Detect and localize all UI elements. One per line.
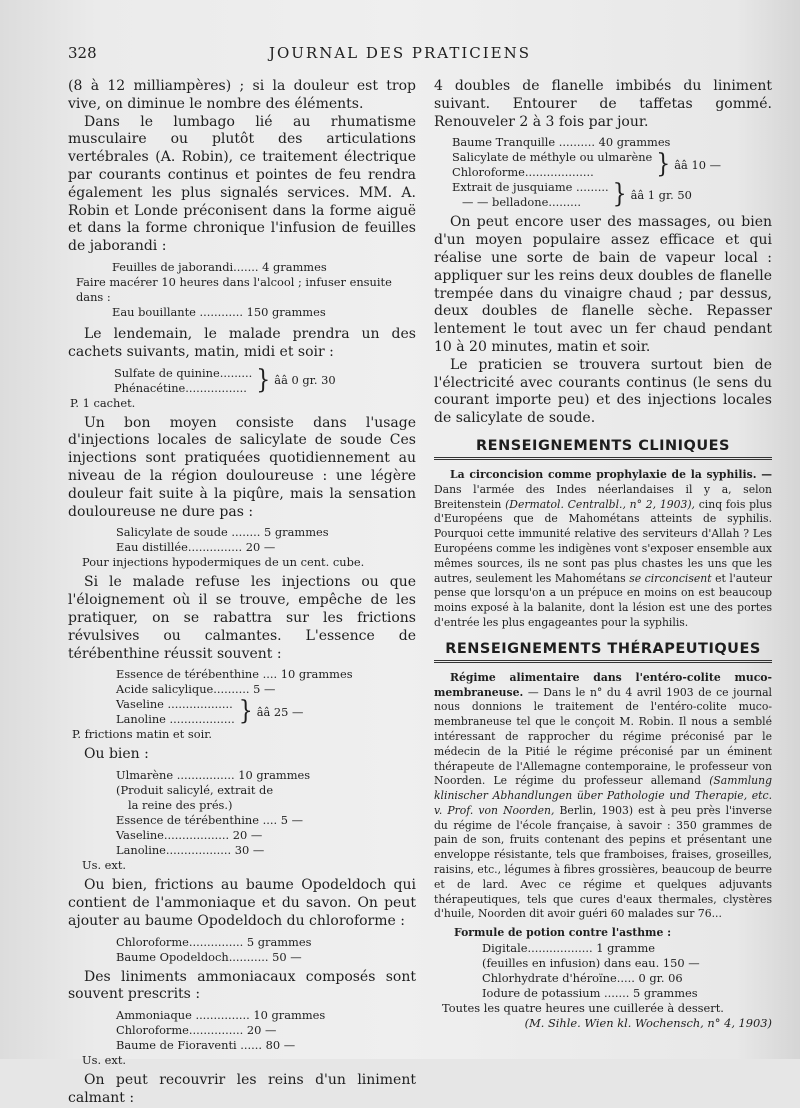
rx-note: Us. ext. — [82, 858, 127, 873]
rx-note: Toutes les quatre heures une cuillerée à dessert. — [442, 1001, 724, 1016]
page-number: 328 — [68, 44, 97, 62]
brace: } — [256, 364, 271, 395]
paragraph: (8 à 12 milliampères) ; si la douleur est trop vive, on diminue le nombre des éléments. — [68, 78, 416, 112]
rx-line: Essence de térébenthine .... 5 — — [116, 813, 303, 828]
citation: (Sammlung klinischer Abhandlungen über Pathologie und Therapie, etc. v. Prof. von Noorden, — [434, 774, 772, 817]
brace: } — [656, 149, 671, 180]
rx-line: Chloroforme............... 20 — — [116, 1023, 277, 1038]
rx-line: — — belladone......... — [462, 195, 581, 210]
paragraph: Ou bien : — [84, 746, 149, 763]
rx-note: Us. ext. — [82, 1053, 127, 1068]
rx-line: (Produit salicylé, extrait de — [116, 783, 274, 798]
paragraph: Le lendemain, le malade prendra un des cachets suivants, matin, midi et soir : — [68, 325, 416, 360]
article-title: Formule de potion contre l'asthme : — [454, 926, 672, 940]
prescription — [68, 935, 416, 965]
paragraph: Ou bien, frictions au baume Opodeldoch qui contient de l'ammoniaque et du savon. On peut ajouter au baume Opodeldoch du chloroforme : — [68, 877, 416, 929]
rx-line: Eau distillée............... 20 — — [116, 540, 276, 555]
text-span: — Dans le n° du 4 avril 1903 de ce journal nous donnions le traitement de l'entéro-colite muco-membraneuse tel que le conçoit M. Robin. Il nous a semblé intéressant de rapprocher du régime préconisé par le médecin de la Pitié le régime préconisé par un éminent thérapeute de l'Allemagne contemporaine, le professeur von Noorden. Le régime du professeur allemand — [434, 685, 772, 788]
text-span: et l'auteur pense que lorsqu'on a un prépuce en moins on est beaucoup moins exposé à la balanite, dont la lésion est une des portes d'entrée les plus engageantes pour la syphilis. — [434, 571, 772, 629]
rx-line: Baume Tranquille .......... 40 grammes — [452, 135, 671, 150]
prescription — [68, 1008, 416, 1053]
rx-line: Chlorhydrate d'héroïne..... 0 gr. 06 — [482, 971, 683, 986]
rx-line: Vaseline.................. 20 — — [116, 828, 263, 843]
rx-line: la reine des prés.) — [128, 798, 233, 813]
rx-line: Eau bouillante ............ 150 grammes — [112, 304, 326, 319]
rx-line: Ammoniaque ............... 10 grammes — [116, 1008, 326, 1023]
rx-line: Vaseline .................. — [116, 697, 233, 712]
rx-note: P. frictions matin et soir. — [72, 727, 213, 742]
paragraph: Si le malade refuse les injections ou que l'éloignement où il se trouve, empêche de les pratiquer, on se rabattra sur les frictions révulsives ou calmantes. L'essence de térébenthine réussit souvent : — [68, 574, 416, 662]
rx-line: Digitale.................. 1 gramme — [482, 941, 655, 956]
rx-line: Lanoline.................. 30 — — [116, 843, 265, 858]
rx-note: Pour injections hypodermiques de un cent. cube. — [82, 555, 365, 570]
brace: } — [612, 179, 627, 210]
text-span: Berlin, 1903) est à peu près l'inverse du régime de l'école française, à savoir : 350 grammes de pain de son, fruits contenant des pepins et présentant une enveloppe résistante, tels que framboises, fraises, groseilles, raisins, etc., légumes à fibres grossières, beaucoup de beurre et de lard. Avec ce régime et quelques adjuvants thérapeutiques, tels que cures d'eaux thermales, clystères d'huile, Noorden dit avoir guéri 60 malades sur 76... — [434, 803, 772, 921]
paragraph: Des liniments ammoniacaux composés sont souvent prescrits : — [68, 968, 416, 1003]
paragraph: 4 doubles de flanelle imbibés du liniment suivant. Entourer de taffetas gommé. Renouveler 2 à 3 fois par jour. — [434, 78, 772, 130]
rx-line: Salicylate de soude ........ 5 grammes — [116, 525, 329, 540]
paragraph: On peut recouvrir les reins d'un liniment calmant : — [68, 1072, 416, 1106]
prescription — [68, 768, 416, 858]
rx-line: Iodure de potassium ....... 5 grammes — [482, 986, 698, 1001]
rx-line: Salicylate de méthyle ou ulmarène — [452, 150, 653, 165]
article-title: Régime alimentaire dans l'entéro-colite muco-membraneuse. — [434, 670, 772, 699]
prescription — [68, 366, 416, 396]
rx-dose: ââ 0 gr. 30 — [274, 373, 336, 388]
rx-line: Lanoline .................. — [116, 712, 235, 727]
rx-note: P. 1 cachet. — [70, 395, 136, 410]
running-title: JOURNAL DES PRATICIENS — [268, 44, 532, 62]
left-column — [68, 78, 416, 1108]
right-column — [434, 78, 772, 1031]
rx-line: Baume Opodeldoch........... 50 — — [116, 949, 302, 964]
rx-line: Sulfate de quinine......... — [114, 365, 253, 380]
rx-line: Faire macérer 10 heures dans l'alcool ; infuser ensuite dans : — [76, 274, 392, 304]
rx-dose: ââ 1 gr. 50 — [630, 187, 692, 202]
paragraph: On peut encore user des massages, ou bien d'un moyen populaire assez efficace et qui réalise une sorte de bain de vapeur local : appliquer sur les reins deux doubles de flanelle trempée dans du vinaigre chaud ; par dessus, deux doubles de flanelle sèche. Repasser lentement le tout avec un fer chaud pendant 10 à 20 minutes, matin et soir. — [434, 214, 772, 355]
rx-dose: ââ 10 — — [674, 157, 721, 172]
text-span: Dans l'armée des Indes néerlandaises il y a, selon Breitenstein — [434, 482, 772, 511]
paragraph: Le praticien se trouvera surtout bien de l'électricité avec courants continus (le sens du courant importe peu) et des injections locales de salicylate de soude. — [434, 356, 772, 427]
paragraph: Dans le lumbago lié au rhumatisme musculaire ou plutôt des articulations vertébrales (A. Robin), ce traitement électrique par courants continus et pointes de feu rendra également les plus signalés services. MM. A. Robin et Londe préconisent dans la forme aiguë et dans la forme chronique l'infusion de feuilles de jaborandi : — [68, 113, 416, 255]
paragraph: Un bon moyen consiste dans l'usage d'injections locales de salicylate de soude Ces injections sont pratiquées quotidiennement au niveau de la région douloureuse : une légère douleur fait suite à la piqûre, mais la sensation douloureuse ne dure pas : — [68, 414, 416, 520]
prescription — [68, 667, 416, 727]
rx-line: Acide salicylique.......... 5 — — [116, 682, 276, 697]
therapeutic-note — [434, 671, 772, 923]
section-title-clinical: RENSEIGNEMENTS CLINIQUES — [434, 438, 772, 460]
section-title-therapeutic: RENSEIGNEMENTS THÉRAPEUTIQUES — [434, 641, 772, 663]
rx-line: Baume de Fioraventi ...... 80 — — [116, 1038, 296, 1053]
rx-line: Chloroforme................... — [452, 165, 594, 180]
citation: (M. Sihle. Wien kl. Wochensch, n° 4, 1903) — [524, 1016, 772, 1031]
clinical-note — [434, 468, 772, 631]
prescription — [68, 260, 416, 275]
citation: (Dermatol. Centralbl., n° 2, 1903), — [505, 497, 695, 511]
prescription — [68, 525, 416, 555]
rx-line: Phénacétine................. — [114, 380, 247, 395]
brace: } — [238, 696, 253, 727]
text-span: se circoncisent — [629, 571, 712, 585]
rx-line: (feuilles en infusion) dans eau. 150 — — [482, 956, 700, 971]
rx-line: Ulmarène ................ 10 grammes — [116, 768, 311, 783]
rx-dose: ââ 25 — — [256, 704, 304, 719]
text-span: cinq fois plus d'Européens que de Mahométans atteints de syphilis. Pourquoi cette immunité relative des serviteurs d'Allah ? Les Européens comme les indigènes vont s'exposer ensemble aux mêmes sources, ils ne sont pas plus chastes les uns que les autres, seulement les Mahométans — [434, 497, 773, 585]
rx-line: Extrait de jusquiame ......... — [452, 180, 609, 195]
rx-line: Feuilles de jaborandi....... 4 grammes — [112, 259, 327, 274]
rx-line: Chloroforme............... 5 grammes — [116, 934, 312, 949]
article-title: La circoncision comme prophylaxie de la syphilis. — — [450, 467, 772, 481]
prescription — [434, 941, 772, 1001]
rx-line: Essence de térébenthine .... 10 grammes — [116, 667, 353, 682]
prescription — [434, 135, 772, 210]
